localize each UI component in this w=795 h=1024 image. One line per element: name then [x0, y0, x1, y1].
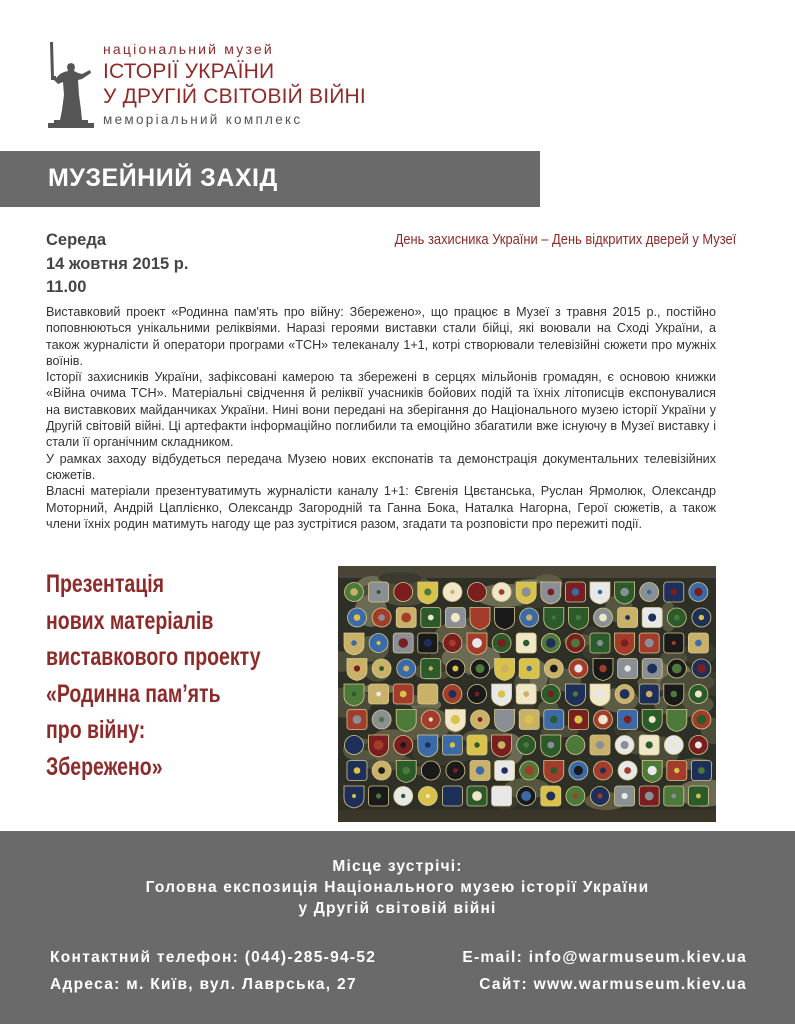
meeting-place-label: Місце зустрічі: [332, 858, 463, 875]
contact-website[interactable]: Сайт: www.warmuseum.kiev.ua [479, 976, 747, 993]
presentation-line: «Родинна пам’ять [46, 679, 221, 708]
patches-photo-image [338, 566, 716, 822]
presentation-line: Збережено» [46, 752, 163, 781]
event-date [46, 229, 188, 300]
contact-phone: Контактний телефон: (044)-285-94-52 [50, 949, 377, 966]
museum-name-top: національний музей [103, 41, 274, 57]
contact-right [462, 944, 747, 998]
event-weekday: Середа [46, 231, 106, 249]
event-date-value: 14 жовтня 2015 р. [46, 254, 189, 273]
description-paragraph: Власні матеріали презентуватимуть журналісти каналу 1+1: Євгенія Цвєтанська, Руслан Ярмолюк, Олександр Моторний, Андрій Цаплієнко, Олександр Загородній та Ганна Бока, Наталка Нагорна, Герої сюжетів, а також члени їхніх родин матимуть нагоду ще раз зустрітися разом, згадати та розповісти про пережиті події. [46, 484, 716, 531]
museum-name-line1: ІСТОРІЇ УКРАЇНИ [103, 60, 275, 83]
description-paragraph: У рамках заходу відбудеться передача Музею нових експонатів та демонстрація документальних телевізійних сюжетів. [46, 451, 716, 482]
presentation-line: нових матеріалів [46, 606, 214, 635]
presentation-title [46, 566, 272, 785]
footer-band [0, 831, 795, 1024]
presentation-line: Презентація [46, 570, 165, 598]
presentation-line: про війну: [46, 716, 146, 744]
contact-left [50, 944, 376, 998]
museum-name-line2: У ДРУГІЙ СВІТОВІЙ ВІЙНІ [103, 85, 366, 108]
patches-photo [338, 566, 716, 822]
event-time: 11.00 [46, 278, 87, 296]
description-paragraph: Виставковий проект «Родинна пам'ять про війну: Збережено», що працює в Музеї з травня 2015 р., постійно поповнюються унікальними реліквіями. Наразі героями виставки стали бійці, які воювали на Сході України, а також журналісти й оператори програми «ТСН» телеканалу 1+1, котрі створювали телевізійні сюжети про мужніх воїнів. [46, 305, 716, 368]
event-description [46, 304, 716, 532]
presentation-line: виставкового проекту [46, 643, 261, 671]
meeting-place-line1: Головна експозиція Національного музею історії України [145, 879, 650, 896]
contact-email[interactable]: E-mail: info@warmuseum.kiev.ua [462, 949, 747, 966]
event-banner-title: МУЗЕЙНИЙ ЗАХІД [48, 164, 278, 192]
description-paragraph: Історії захисників України, зафіксовані камерою та збережені в серцях мільйонів громадян, є основою книжки «Війна очима ТСН». Матеріальні свідчення й реліквії учасників бойових подій та їхніх літописців експонувалися на виставкових майданчиках України. Нині вони передані на зберігання до Національного музею історії України у Другій світовій війні. Ці артефакти інформаційно поглибили та емоційно збагатили вже існуючу в Музеї виставку і стали її органічним складником. [46, 370, 716, 450]
contact-address: Адреса: м. Київ, вул. Лаврська, 27 [50, 976, 357, 993]
meeting-place-line2: у Другій світовій війні [298, 900, 497, 917]
museum-monument-logo [46, 40, 96, 128]
meeting-place [0, 856, 795, 919]
event-banner [0, 151, 540, 207]
museum-name-bottom: меморіальний комплекс [103, 112, 303, 127]
event-subtitle: День захисника України – День відкритих дверей у Музеї [394, 231, 737, 248]
